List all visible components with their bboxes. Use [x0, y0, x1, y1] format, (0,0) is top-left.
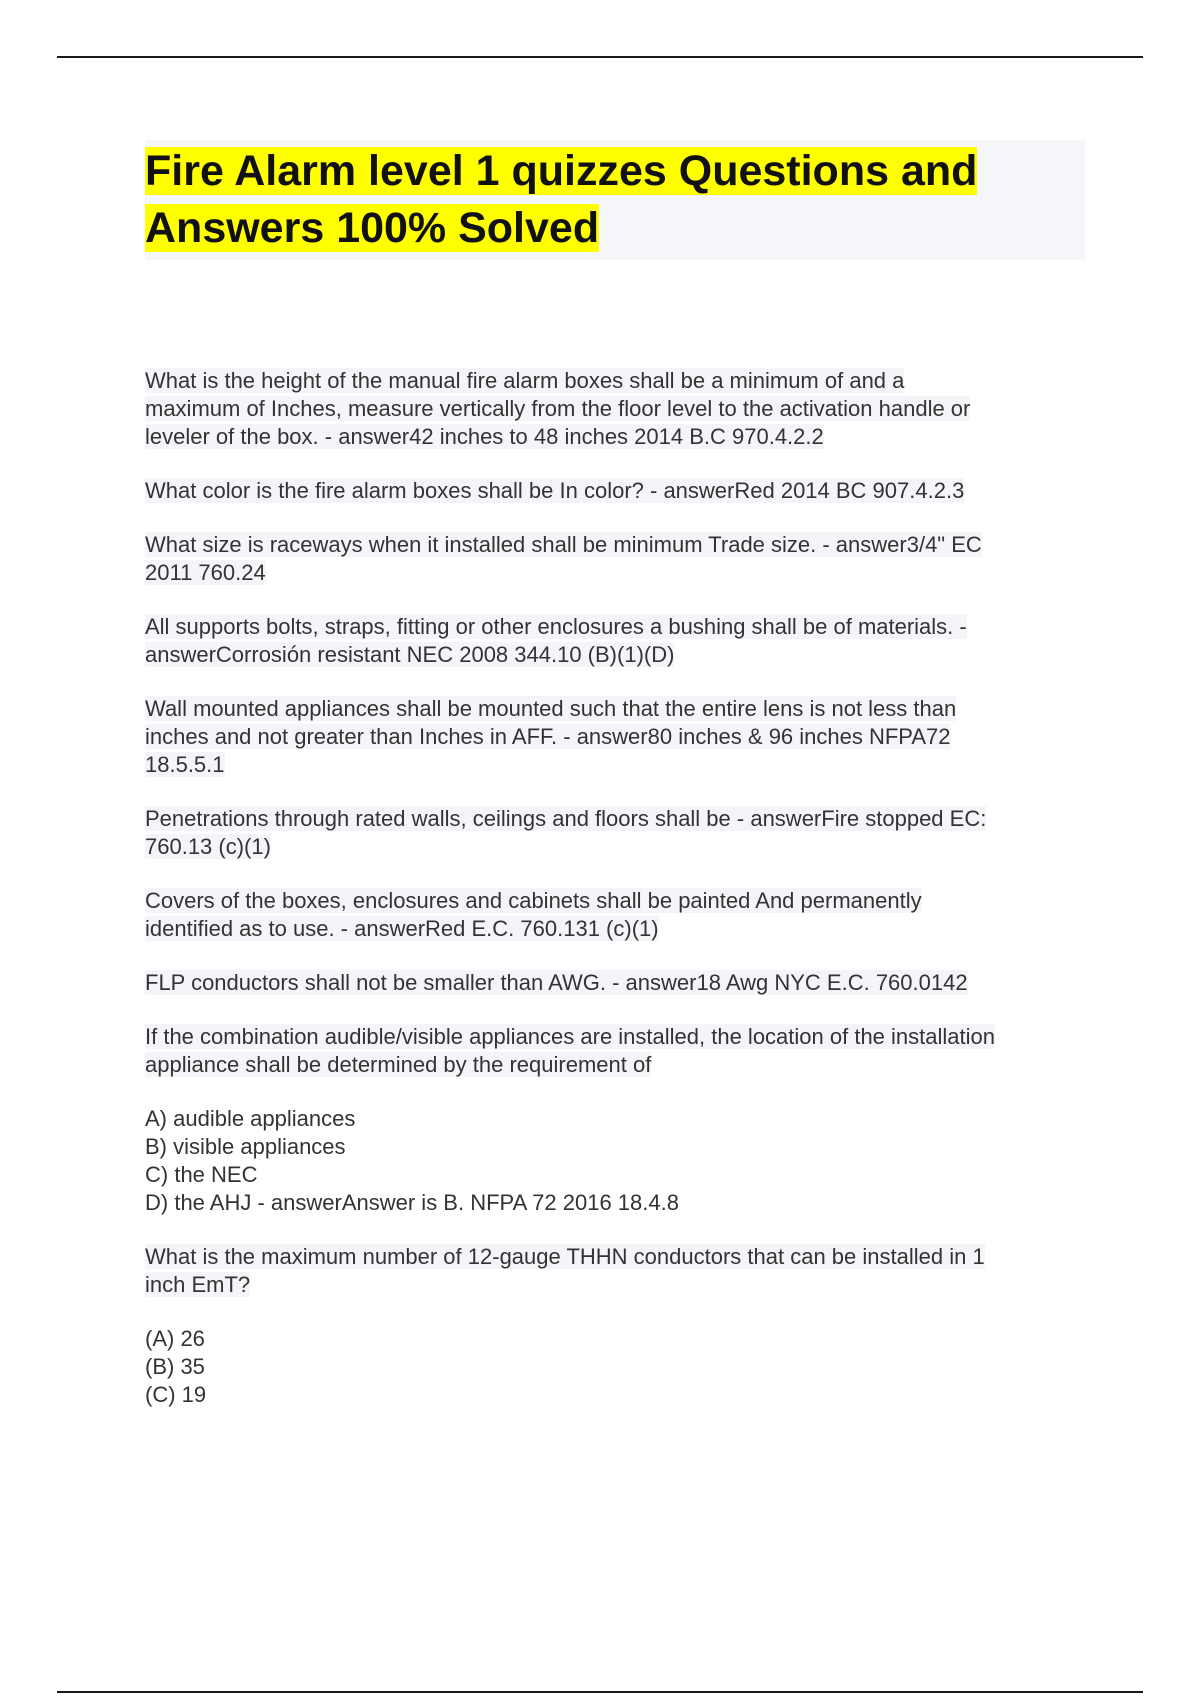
- qa-text-line: answerCorrosión resistant NEC 2008 344.10 (B)(1)(D): [145, 642, 675, 667]
- qa-text-line: What is the height of the manual fire alarm boxes shall be a minimum of and a: [145, 368, 905, 393]
- qa-text-line: What is the maximum number of 12-gauge THHN conductors that can be installed in 1: [145, 1244, 985, 1269]
- answer-options-list: [145, 1325, 1085, 1409]
- document-title-block: [145, 140, 1085, 260]
- qa-item: [145, 1243, 1085, 1299]
- qa-text-line: Penetrations through rated walls, ceilings and floors shall be - answerFire stopped EC:: [145, 806, 987, 831]
- title-line-1: Fire Alarm level 1 quizzes Questions and: [145, 147, 978, 195]
- qa-text-line: What color is the fire alarm boxes shall be In color? - answerRed 2014 BC 907.4.2.3: [145, 478, 965, 503]
- document-body: [145, 367, 1085, 1435]
- answer-option: (A) 26: [145, 1326, 205, 1351]
- qa-text-line: inches and not greater than Inches in AFF. - answer80 inches & 96 inches NFPA72: [145, 724, 951, 749]
- answer-option: C) the NEC: [145, 1162, 258, 1187]
- qa-text-line: 18.5.5.1: [145, 752, 225, 777]
- qa-item: [145, 367, 1085, 451]
- answer-option: (B) 35: [145, 1354, 205, 1379]
- qa-text-line: What size is raceways when it installed shall be minimum Trade size. - answer3/4" EC: [145, 532, 982, 557]
- qa-item: [145, 887, 1085, 943]
- qa-text-line: All supports bolts, straps, fitting or other enclosures a bushing shall be of materials. -: [145, 614, 967, 639]
- footer-rule: [57, 1691, 1143, 1693]
- title-line-2: Answers 100% Solved: [145, 204, 600, 252]
- answer-option: B) visible appliances: [145, 1134, 346, 1159]
- qa-item: [145, 969, 1085, 997]
- answer-option: D) the AHJ - answerAnswer is B. NFPA 72 2016 18.4.8: [145, 1190, 679, 1215]
- qa-text-line: 2011 760.24: [145, 560, 266, 585]
- qa-item: [145, 613, 1085, 669]
- answer-option: A) audible appliances: [145, 1106, 356, 1131]
- qa-text-line: Covers of the boxes, enclosures and cabinets shall be painted And permanently: [145, 888, 922, 913]
- answer-option: (C) 19: [145, 1382, 207, 1407]
- qa-text-line: If the combination audible/visible appliances are installed, the location of the installation: [145, 1024, 995, 1049]
- qa-text-line: identified as to use. - answerRed E.C. 760.131 (c)(1): [145, 916, 659, 941]
- qa-text-line: leveler of the box. - answer42 inches to 48 inches 2014 B.C 970.4.2.2: [145, 424, 824, 449]
- qa-text-line: maximum of Inches, measure vertically from the floor level to the activation handle or: [145, 396, 971, 421]
- qa-item: [145, 477, 1085, 505]
- qa-text-line: 760.13 (c)(1): [145, 834, 271, 859]
- answer-options-list: [145, 1105, 1085, 1217]
- qa-item: [145, 531, 1085, 587]
- qa-item: [145, 695, 1085, 779]
- qa-text-line: appliance shall be determined by the requirement of: [145, 1052, 652, 1077]
- qa-item: [145, 805, 1085, 861]
- document-title: [145, 143, 1085, 257]
- header-rule: [57, 56, 1143, 58]
- qa-text-line: inch EmT?: [145, 1272, 251, 1297]
- qa-text-line: FLP conductors shall not be smaller than AWG. - answer18 Awg NYC E.C. 760.0142: [145, 970, 968, 995]
- qa-text-line: Wall mounted appliances shall be mounted such that the entire lens is not less than: [145, 696, 957, 721]
- qa-item: [145, 1023, 1085, 1079]
